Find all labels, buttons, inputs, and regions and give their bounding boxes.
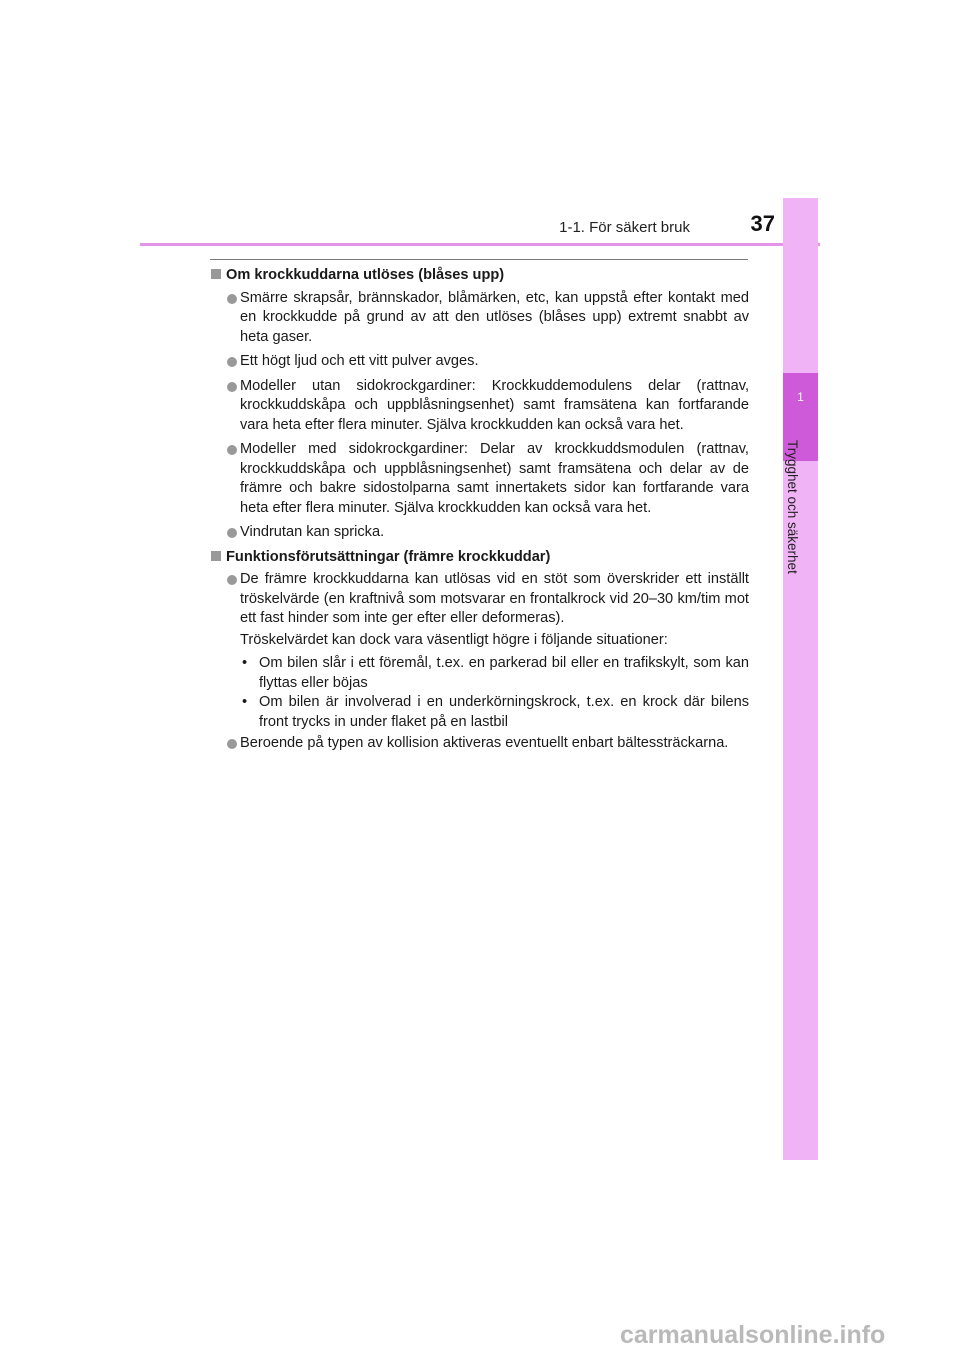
- circle-bullet-icon: [227, 575, 237, 585]
- page-number: 37: [750, 211, 775, 236]
- square-bullet-icon: [211, 269, 221, 279]
- sub-list-item: [240, 654, 749, 693]
- content-top-rule: [210, 259, 748, 260]
- chapter-label: Trygghet och säkerhet: [785, 440, 800, 574]
- list-item: [227, 377, 749, 436]
- list-item-text: Ett högt ljud och ett vitt pulver avges.: [240, 353, 479, 369]
- list-item-text: Smärre skrapsår, brännskador, blåmärken, etc, kan uppstå efter kontakt med en krockkudde på grund av att den utlöses (blåses upp) extremt snabbt av heta gaser.: [240, 289, 749, 345]
- watermark: carmanualsonline.info: [620, 1321, 886, 1349]
- list-item: [227, 734, 749, 754]
- list-item: [227, 570, 749, 629]
- list-item: [227, 440, 749, 518]
- sub-bullet-marker: •: [242, 694, 248, 710]
- circle-bullet-icon: [227, 382, 237, 392]
- square-bullet-icon: [211, 551, 221, 561]
- section-heading: [211, 266, 749, 286]
- paragraph: Tröskelvärdet kan dock vara väsentligt högre i följande situationer:: [240, 631, 668, 648]
- chapter-side-tab[interactable]: [783, 198, 818, 1160]
- list-item-text: Beroende på typen av kollision aktiveras eventuellt enbart bältessträckarna.: [240, 735, 729, 751]
- list-item: [227, 352, 749, 372]
- list-item-text: De främre krockkuddarna kan utlösas vid en stöt som överskrider ett inställt tröskelvärde (en kraftnivå som motsvarar en frontalkrock vid 20–30 km/tim mot ett fast hinder som inte ger efter eller deformeras).: [240, 571, 749, 626]
- list-item: [227, 289, 749, 348]
- sub-bullet-marker: •: [242, 655, 248, 671]
- circle-bullet-icon: [227, 294, 237, 304]
- main-content: [211, 266, 749, 759]
- chapter-number: 1: [797, 390, 804, 404]
- section-heading-text: Funktionsförutsättningar (främre krockkuddar): [226, 548, 551, 565]
- sub-list-item-text: Om bilen slår i ett föremål, t.ex. en parkerad bil eller en trafikskylt, som kan flyttas eller böjas: [259, 655, 749, 691]
- circle-bullet-icon: [227, 357, 237, 367]
- section-heading: [211, 548, 749, 568]
- circle-bullet-icon: [227, 445, 237, 455]
- section-heading-text: Om krockkuddarna utlöses (blåses upp): [226, 267, 505, 283]
- sub-list-item: [240, 693, 749, 732]
- list-item-text: Modeller utan sidokrockgardiner: Krockkuddemodulens delar (rattnav, krockkuddskåpa och uppblåsningsenhet) samt framsätena kan fortfarande vara heta efter flera minuter. Själva krockkudden kan också vara het.: [240, 377, 749, 433]
- circle-bullet-icon: [227, 528, 237, 538]
- list-item-text: Modeller med sidokrockgardiner: Delar av krockkuddsmodulen (rattnav, krockkuddskåpa och uppblåsningsenhet) samt framsätena och delar av de främre och bakre sidostolparna samt innertakets sidor kan fortfarande vara heta efter flera minuter. Själva krockkudden kan också vara het.: [240, 441, 749, 516]
- list-item: [227, 523, 749, 543]
- sub-list-item-text: Om bilen är involverad i en underkörningskrock, t.ex. en krock där bilens front trycks in under flaket på en lastbil: [259, 694, 749, 730]
- circle-bullet-icon: [227, 739, 237, 749]
- running-header-section: 1-1. För säkert bruk: [559, 219, 690, 236]
- header-rule: [140, 243, 820, 246]
- list-item-text: Vindrutan kan spricka.: [240, 524, 385, 540]
